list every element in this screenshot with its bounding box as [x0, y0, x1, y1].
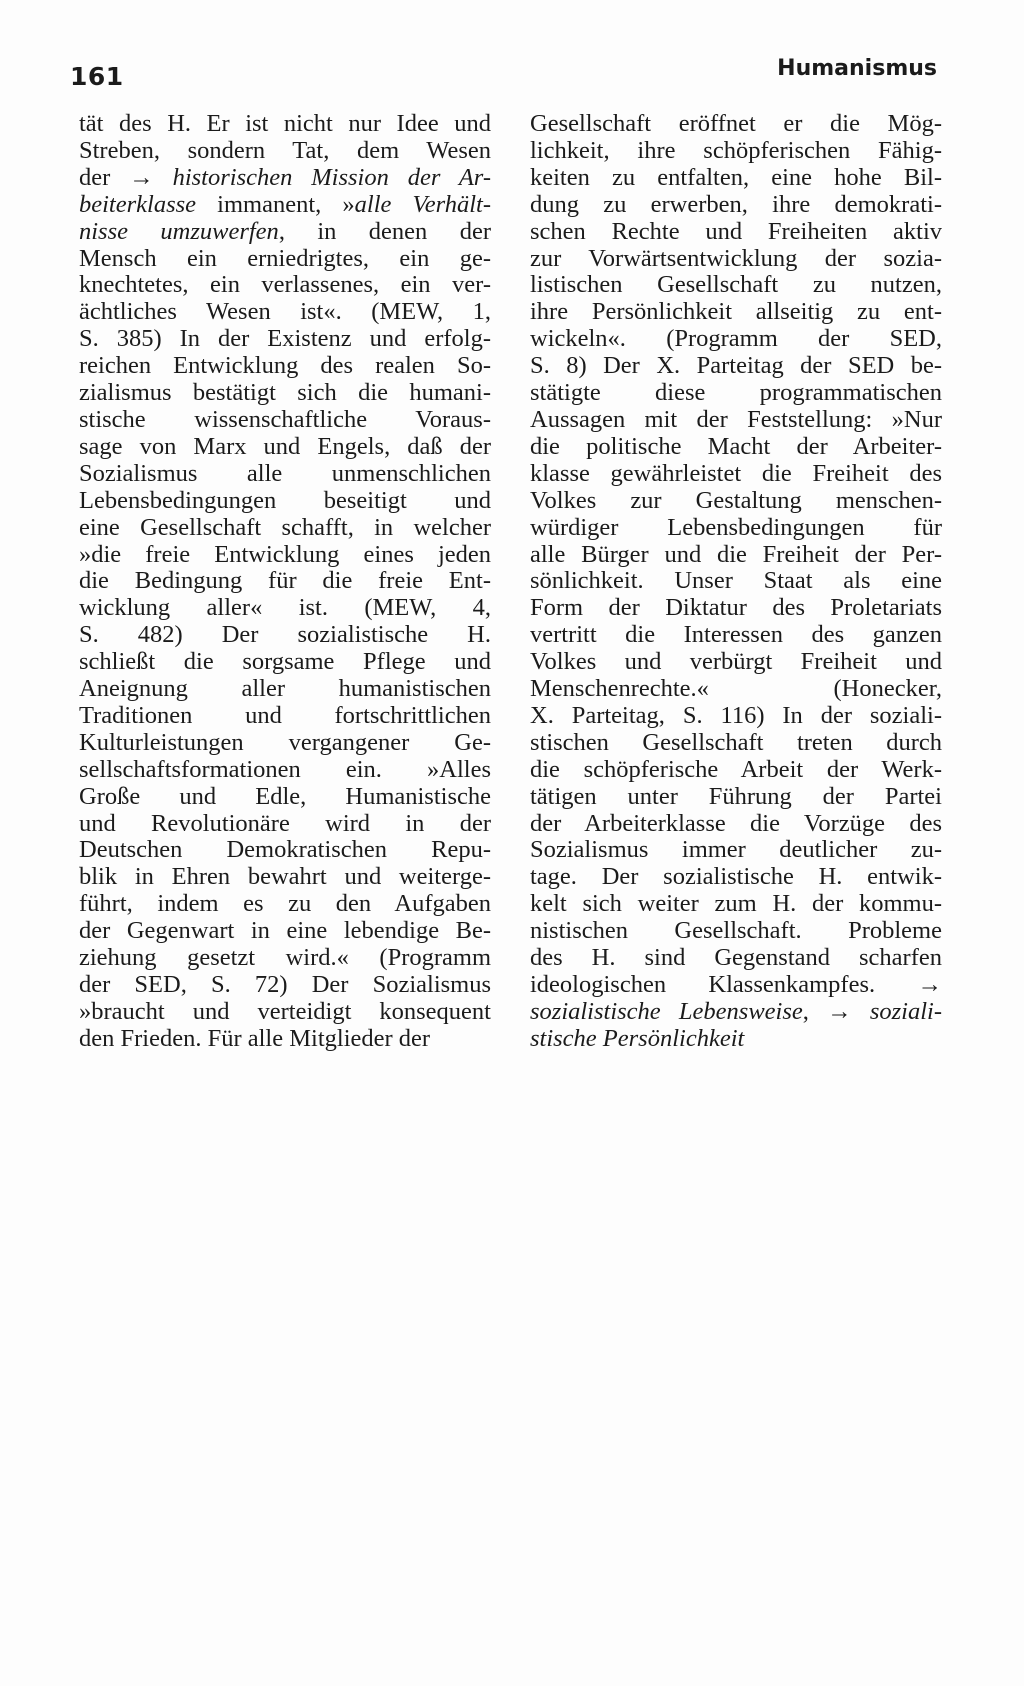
text-line: [79, 353, 491, 380]
text-segment: sage von Marx und Engels, daß der: [79, 433, 491, 460]
text-segment: Deutschen Demokratischen Repu-: [79, 837, 491, 864]
text-line: [79, 891, 491, 918]
text-segment: sönlichkeit. Unser Staat als eine: [530, 568, 942, 595]
text-line: [530, 972, 942, 999]
text-segment: Menschenrechte.« (Honecker,: [530, 676, 942, 703]
text-line: [79, 999, 491, 1026]
text-segment: immanent, »: [196, 191, 355, 218]
text-segment: knechtetes, ein verlassenes, ein ver-: [79, 272, 491, 299]
text-segment: S. 482) Der sozialistische H.: [79, 622, 491, 649]
text-segment: Große und Edle, Humanistische: [79, 783, 491, 810]
text-segment: listischen Gesellschaft zu nutzen,: [530, 272, 942, 299]
text-segment: stischen Gesellschaft treten durch: [530, 729, 942, 756]
right-text-column: [530, 111, 942, 1053]
text-line: [79, 622, 491, 649]
text-line: [530, 515, 942, 542]
text-line: [530, 757, 942, 784]
italic-segment: beiterklasse: [79, 191, 197, 218]
text-segment: »die freie Entwicklung eines jeden: [79, 541, 491, 568]
text-segment: dung zu erwerben, ihre demokrati-: [530, 191, 942, 218]
italic-segment: historischen Mission der Ar-: [172, 164, 491, 191]
text-line: [79, 945, 491, 972]
text-line: [530, 676, 942, 703]
text-line: [530, 595, 942, 622]
text-line: [530, 326, 942, 353]
text-segment: würdiger Lebensbedingungen für: [530, 514, 942, 541]
text-line: [530, 542, 942, 569]
text-segment: blik in Ehren bewahrt und weiterge-: [79, 864, 491, 891]
text-segment: klasse gewährleistet die Freiheit des: [530, 460, 942, 487]
text-segment: reichen Entwicklung des realen So-: [79, 353, 491, 380]
text-segment: keiten zu entfalten, eine hohe Bil-: [530, 164, 942, 191]
text-line: [79, 326, 491, 353]
text-line: [79, 165, 491, 192]
text-line: [79, 918, 491, 945]
text-line: [79, 461, 491, 488]
text-segment: Streben, sondern Tat, dem Wesen: [79, 137, 491, 164]
text-line: [79, 649, 491, 676]
text-line: [79, 272, 491, 299]
text-line: [530, 272, 942, 299]
text-line: [79, 407, 491, 434]
text-segment: des H. sind Gegenstand scharfen: [530, 945, 942, 972]
text-line: [530, 138, 942, 165]
text-line: [79, 676, 491, 703]
text-segment: tät des H. Er ist nicht nur Idee und: [79, 111, 491, 137]
text-segment: den Frieden. Für alle Mitglieder der: [79, 1025, 431, 1052]
text-segment: lichkeit, ihre schöpferischen Fähig-: [530, 137, 942, 164]
text-line: [530, 811, 942, 838]
text-line: [530, 246, 942, 273]
text-segment: Sozialismus immer deutlicher zu-: [530, 837, 942, 864]
text-line: [530, 488, 942, 515]
text-segment: alle Bürger und die Freiheit der Per-: [530, 541, 942, 568]
text-segment: stätigte diese programmatischen: [530, 380, 942, 407]
italic-segment: alle Verhält-: [354, 191, 491, 218]
text-segment: tage. Der sozialistische H. entwik-: [530, 864, 942, 891]
text-line: [530, 649, 942, 676]
text-line: [530, 837, 942, 864]
text-line: [530, 999, 942, 1026]
text-segment: der Arbeiterklasse die Vorzüge des: [530, 810, 942, 837]
text-line: [79, 837, 491, 864]
text-segment: ächtliches Wesen ist«. (MEW, 1,: [79, 299, 491, 326]
text-segment: der →: [79, 164, 173, 191]
text-segment: schen Rechte und Freiheiten aktiv: [530, 218, 942, 245]
text-segment: S. 8) Der X. Parteitag der SED be-: [530, 353, 942, 380]
text-segment: der Gegenwart in eine lebendige Be-: [79, 918, 491, 945]
text-line: [530, 945, 942, 972]
text-segment: Volkes und verbürgt Freiheit und: [530, 649, 942, 676]
text-segment: die Bedingung für die freie Ent-: [79, 568, 491, 595]
text-segment: , in denen der: [278, 218, 491, 245]
text-segment: Form der Diktatur des Proletariats: [530, 595, 942, 622]
text-line: [530, 784, 942, 811]
text-line: [530, 891, 942, 918]
text-segment: und Revolutionäre wird in der: [79, 810, 491, 837]
text-segment: wickeln«. (Programm der SED,: [530, 326, 942, 353]
text-line: [79, 864, 491, 891]
italic-segment: nisse umzuwerfen: [79, 218, 279, 245]
text-line: [79, 784, 491, 811]
text-line: [79, 542, 491, 569]
text-segment: Aneignung aller humanistischen: [79, 676, 491, 703]
text-line: [530, 622, 942, 649]
text-segment: die schöpferische Arbeit der Werk-: [530, 756, 942, 783]
text-line: [79, 972, 491, 999]
text-segment: Gesellschaft eröffnet er die Mög-: [530, 111, 942, 137]
text-line: [79, 488, 491, 515]
text-line: [530, 380, 942, 407]
text-line: [530, 192, 942, 219]
running-head: Humanismus: [777, 56, 937, 81]
text-line: [79, 730, 491, 757]
text-segment: zur Vorwärtsentwicklung der sozia-: [530, 245, 942, 272]
text-line: [530, 918, 942, 945]
italic-segment: sozialistische Lebensweise: [530, 998, 803, 1025]
text-segment: S. 385) In der Existenz und erfolg-: [79, 326, 491, 353]
text-segment: der SED, S. 72) Der Sozialismus: [79, 972, 491, 998]
text-line: [79, 434, 491, 461]
text-segment: wicklung aller« ist. (MEW, 4,: [79, 595, 491, 622]
text-line: [79, 380, 491, 407]
text-line: [530, 165, 942, 192]
text-segment: die politische Macht der Arbeiter-: [530, 433, 942, 460]
text-line: [530, 299, 942, 326]
text-segment: »braucht und verteidigt konsequent: [79, 998, 491, 1025]
text-segment: ihre Persönlichkeit allseitig zu ent-: [530, 299, 942, 326]
text-line: [79, 192, 491, 219]
text-line: [530, 703, 942, 730]
text-line: [79, 219, 491, 246]
text-line: [530, 434, 942, 461]
text-segment: , →: [802, 998, 870, 1025]
text-line: [530, 730, 942, 757]
text-line: [530, 1026, 942, 1053]
text-line: [530, 111, 942, 138]
text-segment: tätigen unter Führung der Partei: [530, 783, 942, 810]
text-line: [79, 515, 491, 542]
text-line: [79, 1026, 491, 1053]
text-segment: Aussagen mit der Feststellung: »Nur: [530, 406, 942, 433]
text-segment: stische wissenschaftliche Voraus-: [79, 406, 491, 433]
text-line: [530, 353, 942, 380]
text-segment: nistischen Gesellschaft. Probleme: [530, 918, 942, 945]
text-line: [530, 461, 942, 488]
text-line: [79, 595, 491, 622]
text-line: [530, 864, 942, 891]
text-segment: Traditionen und fortschrittlichen: [79, 702, 491, 729]
text-line: [530, 219, 942, 246]
text-line: [530, 407, 942, 434]
text-line: [79, 757, 491, 784]
text-segment: X. Parteitag, S. 116) In der soziali-: [530, 702, 942, 729]
text-segment: Kulturleistungen vergangener Ge-: [79, 729, 491, 756]
italic-segment: stische Persönlichkeit: [530, 1025, 745, 1052]
page-number: 161: [70, 62, 124, 91]
text-segment: ziehung gesetzt wird.« (Programm: [79, 945, 491, 972]
text-line: [79, 111, 491, 138]
text-line: [79, 246, 491, 273]
text-segment: schließt die sorgsame Pflege und: [79, 649, 491, 676]
text-line: [79, 811, 491, 838]
text-line: [79, 299, 491, 326]
text-line: [79, 138, 491, 165]
text-line: [530, 568, 942, 595]
text-segment: Sozialismus alle unmenschlichen: [79, 460, 491, 487]
text-segment: führt, indem es zu den Aufgaben: [79, 891, 491, 918]
text-segment: sellschaftsformationen ein. »Alles: [79, 756, 491, 783]
text-line: [79, 703, 491, 730]
text-segment: Lebensbedingungen beseitigt und: [79, 487, 491, 514]
text-segment: ideologischen Klassenkampfes. →: [530, 972, 942, 998]
text-line: [79, 568, 491, 595]
italic-segment: soziali-: [869, 998, 942, 1025]
text-segment: eine Gesellschaft schafft, in welcher: [79, 514, 491, 541]
text-segment: kelt sich weiter zum H. der kommu-: [530, 891, 942, 918]
left-text-column: [79, 111, 491, 1053]
text-segment: Mensch ein erniedrigtes, ein ge-: [79, 245, 491, 272]
text-segment: vertritt die Interessen des ganzen: [530, 622, 942, 649]
text-segment: Volkes zur Gestaltung menschen-: [530, 487, 942, 514]
text-segment: zialismus bestätigt sich die humani-: [79, 380, 491, 407]
